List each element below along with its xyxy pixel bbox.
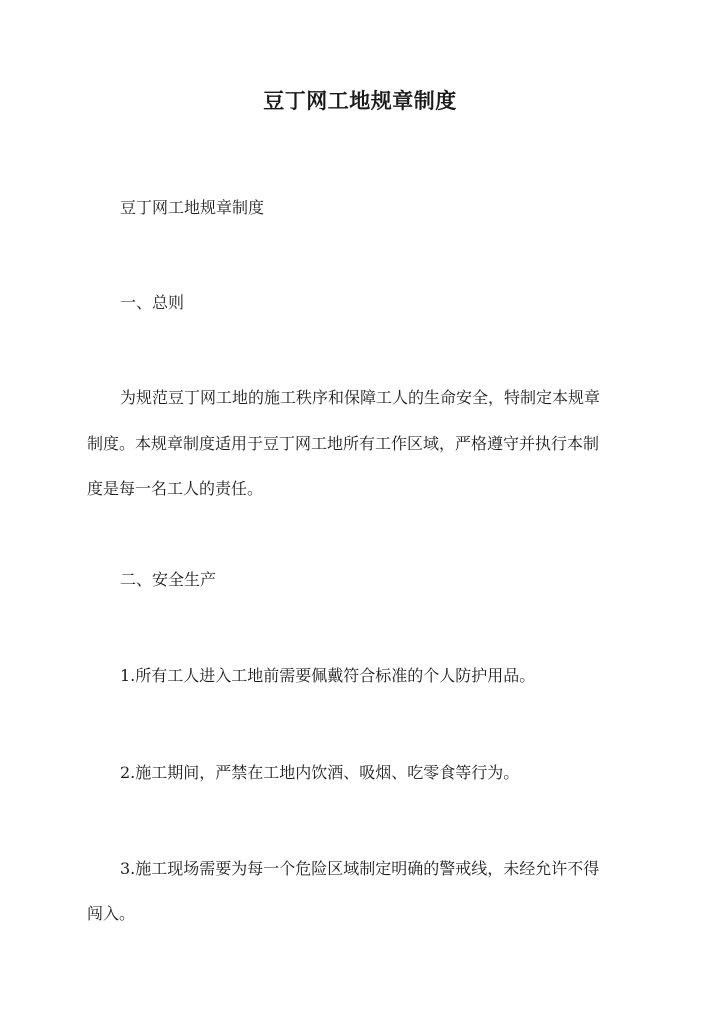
rule-item-3-line: 3.施工现场需要为每一个危险区域制定明确的警戒线，未经允许不得 xyxy=(120,859,600,878)
document-subtitle: 豆丁网工地规章制度 xyxy=(120,198,265,217)
document-title: 豆丁网工地规章制度 xyxy=(263,88,457,113)
paragraph-line: 为规范豆丁网工地的施工秩序和保障工人的生命安全，特制定本规章 xyxy=(120,388,601,407)
rule-item-1: 1.所有工人进入工地前需要佩戴符合标准的个人防护用品。 xyxy=(120,666,536,685)
section-heading-general: 一、总则 xyxy=(120,293,185,312)
paragraph-line: 制度。本规章制度适用于豆丁网工地所有工作区域，严格遵守并执行本制 xyxy=(87,434,600,453)
paragraph-line: 度是每一名工人的责任。 xyxy=(87,479,264,498)
section-heading-safety: 二、安全生产 xyxy=(120,570,217,589)
rule-item-3-line: 闯入。 xyxy=(87,904,136,923)
rule-item-2: 2.施工期间，严禁在工地内饮酒、吸烟、吃零食等行为。 xyxy=(120,763,520,782)
